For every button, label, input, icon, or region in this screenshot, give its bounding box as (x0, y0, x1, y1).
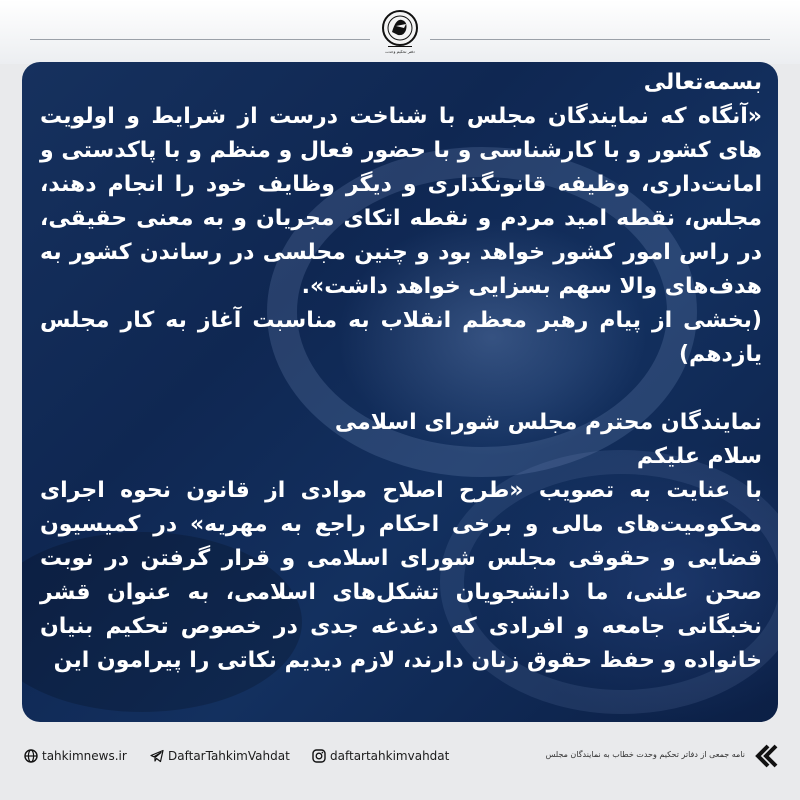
footer-caption: نامه جمعی از دفاتر تحکیم وحدت خطاب به نمایندگان مجلس (545, 750, 745, 759)
spacer (40, 372, 762, 406)
opening-line: بسمه‌تعالی (643, 70, 762, 95)
instagram-icon (312, 749, 326, 763)
website-link[interactable] (24, 746, 127, 766)
double-chevron-icon (752, 743, 778, 769)
quote-source: (بخشی از پیام رهبر معظم انقلاب به مناسبت آغاز به کار مجلس یازدهم) (40, 308, 762, 367)
instagram-link[interactable] (312, 746, 449, 766)
website-text: tahkimnews.ir (42, 749, 127, 763)
header-divider-left (30, 39, 370, 40)
telegram-link[interactable] (150, 746, 290, 766)
globe-icon (24, 749, 38, 763)
letter-panel (22, 62, 778, 722)
header-divider-right (430, 39, 770, 40)
telegram-icon (150, 749, 164, 763)
letter-body (40, 66, 762, 678)
greeting-line: سلام علیکم (636, 444, 762, 469)
main-paragraph: با عنایت به تصویب «طرح اصلاح موادی از قانون نحوه اجرای محکومیت‌های مالی و برخی احکام راجع به مهریه» در کمیسیون قضایی و حقوقی مجلس شورای اسلامی و قرار گرفتن در نوبت صحن علنی، ما دانشجویان تشکل‌های اسلامی، به عنوان قشر نخبگانی جامعه و افرادی که دغدغه جدی در خصوص تحکیم بنیان خانواده و حفظ حقوق زنان دارند، لازم دیدیم نکاتی را پیرامون این (40, 478, 762, 673)
logo-caption: دفتر تحکیم وحدت (385, 49, 415, 54)
telegram-text: DaftarTahkimVahdat (168, 749, 290, 763)
instagram-text: daftartahkimvahdat (330, 749, 450, 763)
addressee-line: نمایندگان محترم مجلس شورای اسلامی (334, 410, 762, 435)
leader-quote: «آنگاه که نمایندگان مجلس با شناخت درست از شرایط و اولویت های کشور و با کارشناسی و با حضور فعال و منظم و با پاکدستی و امانت‌داری، وظیفه قانونگذاری و دیگر وظایف خود را انجام دهند، مجلس، نقطه امید مردم و نقطه اتکای مجریان و به معنی حقیقی، در راس امور کشور خواهد بود و چنین مجلسی در رساندن کشور به هدف‌های والا سهم بسزایی خواهد داشت». (40, 104, 762, 299)
